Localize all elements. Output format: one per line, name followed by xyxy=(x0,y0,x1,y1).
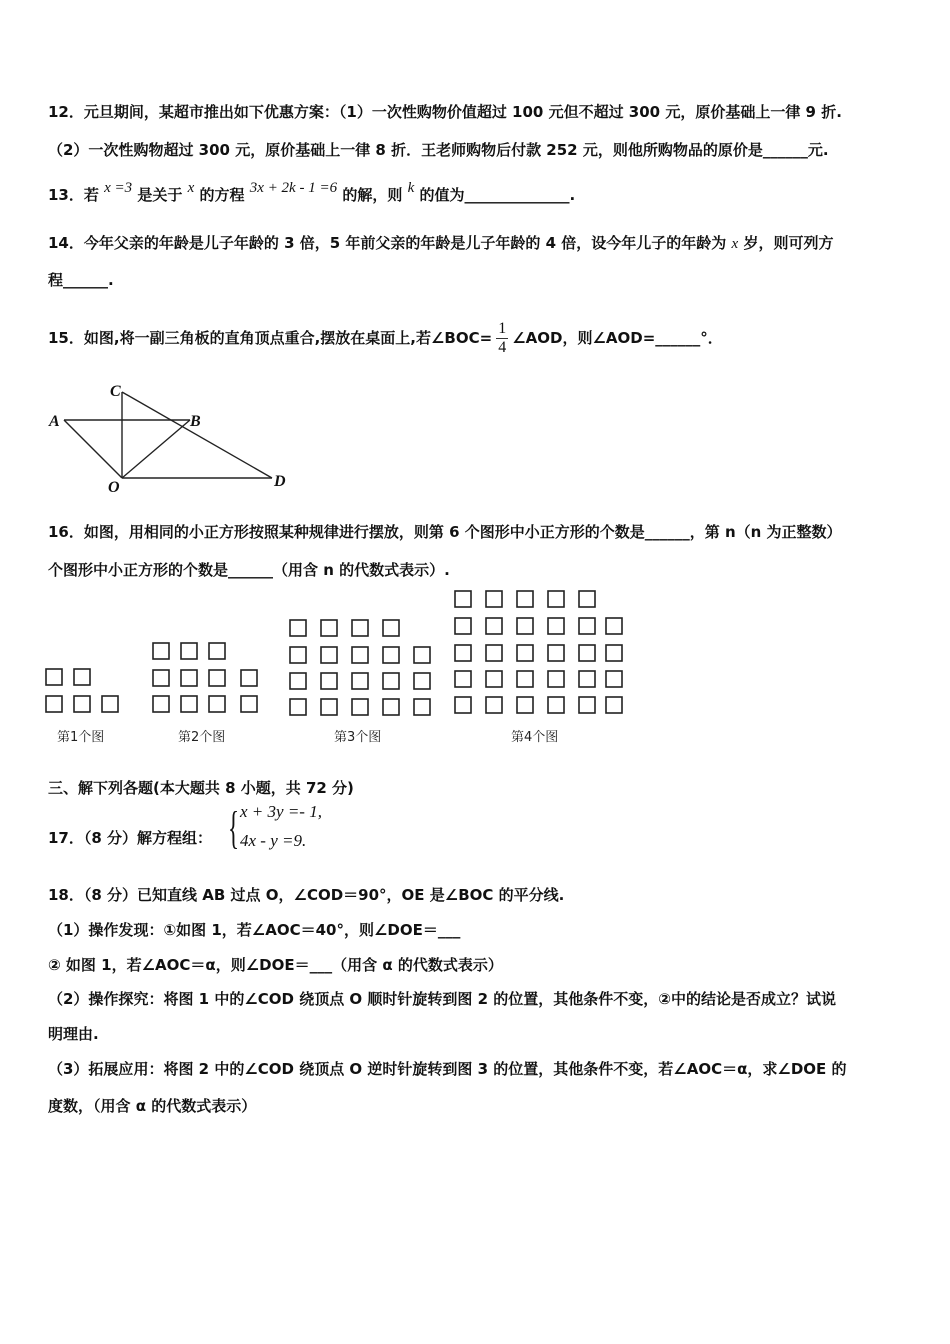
small-square xyxy=(181,696,197,712)
pattern-caption-1: 第1个图 xyxy=(57,730,105,745)
small-square xyxy=(517,591,533,607)
pattern-figure-1 xyxy=(46,669,118,712)
small-square xyxy=(290,673,306,689)
small-square xyxy=(455,645,471,661)
small-square xyxy=(383,673,399,689)
pattern-caption-2: 第2个图 xyxy=(178,730,226,745)
q18-line-5: 明理由. xyxy=(48,1025,99,1043)
segment-OB xyxy=(122,420,190,478)
q12-line-1: 12．元旦期间，某超市推出如下优惠方案：（1）一次性购物价值超过 100 元但不超过 300 元，原价基础上一律 9 折. xyxy=(48,103,842,121)
small-square xyxy=(455,697,471,713)
q14-line-1 xyxy=(48,233,833,254)
q15-fraction-numerator: 1 xyxy=(498,320,507,337)
q17-equation-1: x + 3y =- 1, xyxy=(240,802,322,821)
small-square xyxy=(321,620,337,636)
small-square xyxy=(352,620,368,636)
small-square xyxy=(548,618,564,634)
small-square xyxy=(579,645,595,661)
q12-line-2: （2）一次性购物超过 300 元，原价基础上一律 8 折．王老师购物后付款 252 元，则他所购物品的原价是______元. xyxy=(48,141,829,159)
small-square xyxy=(321,673,337,689)
small-square xyxy=(352,699,368,715)
small-square xyxy=(548,591,564,607)
q14-variable-x: x xyxy=(731,236,739,252)
q14-text-1: 14．今年父亲的年龄是儿子年龄的 3 倍，5 年前父亲的年龄是儿子年龄的 4 倍，设今年儿子的年龄为 xyxy=(48,234,727,252)
q13-prefix: 13．若 xyxy=(48,186,99,204)
small-square xyxy=(383,647,399,663)
label-D: D xyxy=(274,473,286,490)
small-square xyxy=(414,647,430,663)
q18-line-4: （2）操作探究：将图 1 中的∠COD 绕顶点 O 顺时针旋转到图 2 的位置，其他条件不变，②中的结论是否成立？试说 xyxy=(48,990,836,1008)
small-square xyxy=(486,618,502,634)
q16-line-1: 16．如图，用相同的小正方形按照某种规律进行摆放，则第 6 个图形中小正方形的个数是______，第 n（n 为正整数） xyxy=(48,523,842,541)
q15-line xyxy=(48,318,723,358)
small-square xyxy=(290,620,306,636)
small-square xyxy=(606,671,622,687)
section-3-title: 三、解下列各题(本大题共 8 小题，共 72 分) xyxy=(48,779,354,797)
small-square xyxy=(290,699,306,715)
label-O: O xyxy=(108,479,120,496)
small-square xyxy=(74,669,90,685)
q13-variable-k: k xyxy=(407,180,415,196)
small-square xyxy=(209,696,225,712)
small-square xyxy=(486,671,502,687)
q14-line-2: 程______. xyxy=(48,271,114,289)
q15-fraction-denominator: 4 xyxy=(498,339,507,356)
q13-variable-x: x xyxy=(187,180,195,196)
q13-text-3: 的解，则 xyxy=(342,186,403,204)
label-A: A xyxy=(49,413,60,430)
q17-equation-2: 4x - y =9. xyxy=(240,831,307,850)
small-square xyxy=(153,696,169,712)
small-square xyxy=(321,647,337,663)
small-square xyxy=(46,696,62,712)
small-square xyxy=(548,671,564,687)
segment-AO xyxy=(64,420,122,478)
small-square xyxy=(486,591,502,607)
q13-condition: x =3 xyxy=(104,180,133,196)
q13-line xyxy=(48,180,576,206)
small-square xyxy=(352,673,368,689)
small-square xyxy=(241,696,257,712)
small-square xyxy=(241,670,257,686)
small-square xyxy=(102,696,118,712)
small-square xyxy=(455,671,471,687)
small-square xyxy=(153,670,169,686)
small-square xyxy=(579,697,595,713)
small-square xyxy=(74,696,90,712)
small-square xyxy=(290,647,306,663)
q13-suffix: 的值为______________. xyxy=(419,186,576,204)
q18-line-2: （1）操作发现：①如图 1，若∠AOC＝40°，则∠DOE＝___ xyxy=(48,921,461,939)
small-square xyxy=(181,670,197,686)
q14-text-1-end: 岁，则可列方 xyxy=(743,234,834,252)
q13-text-1: 是关于 xyxy=(137,186,183,204)
pattern-figure-4 xyxy=(455,591,622,713)
q17-brace: { xyxy=(228,802,240,853)
small-square xyxy=(486,645,502,661)
pattern-caption-3: 第3个图 xyxy=(334,730,382,745)
small-square xyxy=(414,673,430,689)
small-square xyxy=(455,591,471,607)
small-square xyxy=(517,645,533,661)
small-square xyxy=(517,671,533,687)
small-square xyxy=(579,591,595,607)
small-square xyxy=(383,699,399,715)
q15-prefix: 15．如图,将一副三角板的直角顶点重合,摆放在桌面上,若∠BOC= xyxy=(48,329,493,347)
small-square xyxy=(517,618,533,634)
small-square xyxy=(579,618,595,634)
q13-text-2: 的方程 xyxy=(199,186,245,204)
q18-line-1: 18．（8 分）已知直线 AB 过点 O，∠COD＝90°，OE 是∠BOC 的平分线. xyxy=(48,886,565,904)
q17-label: 17．（8 分）解方程组： xyxy=(48,829,213,847)
small-square xyxy=(486,697,502,713)
q16-square-pattern xyxy=(40,585,640,725)
q16-line-2: 个图形中小正方形的个数是______（用含 n 的代数式表示）. xyxy=(48,561,450,579)
q18-line-7: 度数，（用含 α 的代数式表示） xyxy=(48,1097,257,1115)
label-C: C xyxy=(110,383,121,400)
pattern-figure-3 xyxy=(290,620,430,715)
small-square xyxy=(606,697,622,713)
small-square xyxy=(153,643,169,659)
small-square xyxy=(321,699,337,715)
small-square xyxy=(209,643,225,659)
small-square xyxy=(414,699,430,715)
small-square xyxy=(181,643,197,659)
small-square xyxy=(383,620,399,636)
small-square xyxy=(455,618,471,634)
q13-equation: 3x + 2k - 1 =6 xyxy=(249,180,338,196)
small-square xyxy=(352,647,368,663)
small-square xyxy=(606,618,622,634)
segment-CD xyxy=(122,392,272,478)
q15-fraction xyxy=(496,320,508,357)
small-square xyxy=(579,671,595,687)
small-square xyxy=(606,645,622,661)
q18-line-3: ② 如图 1，若∠AOC＝α，则∠DOE＝___（用含 α 的代数式表示） xyxy=(48,956,503,974)
pattern-figure-2 xyxy=(153,643,257,712)
q18-line-6: （3）拓展应用：将图 2 中的∠COD 绕顶点 O 逆时针旋转到图 3 的位置，其他条件不变，若∠AOC＝α，求∠DOE 的 xyxy=(48,1060,847,1078)
pattern-caption-4: 第4个图 xyxy=(511,730,559,745)
small-square xyxy=(548,697,564,713)
q15-suffix: ∠AOD，则∠AOD=______°． xyxy=(512,329,723,347)
small-square xyxy=(517,697,533,713)
small-square xyxy=(209,670,225,686)
label-B: B xyxy=(190,413,201,430)
q15-triangle-figure xyxy=(40,378,300,498)
small-square xyxy=(548,645,564,661)
small-square xyxy=(46,669,62,685)
